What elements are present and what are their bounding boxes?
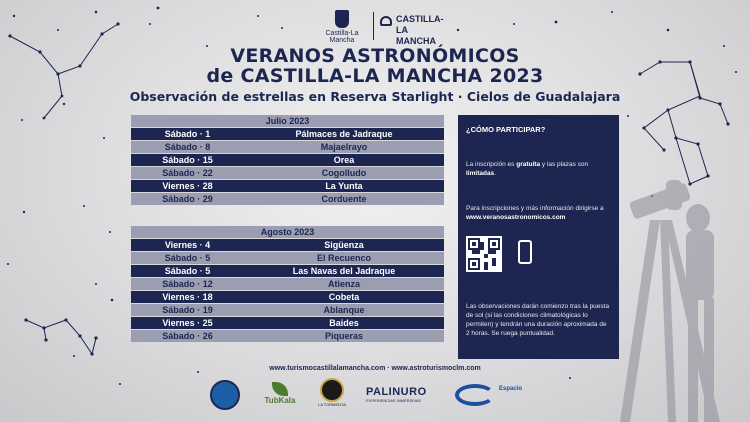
- august-schedule-table: [131, 226, 444, 342]
- p1-c: y las plazas son: [540, 161, 589, 168]
- table-row: [131, 192, 444, 205]
- castilla-la-mancha-logo: [317, 10, 367, 44]
- leaf-icon: [272, 382, 288, 396]
- panel-registration-text: [466, 160, 611, 178]
- row-day: Sábado · 8: [164, 142, 211, 152]
- espacio-logo: [455, 384, 545, 408]
- table-row: [131, 264, 444, 277]
- row-place: Cobeta: [328, 292, 360, 302]
- how-to-participate-panel: [458, 115, 619, 359]
- p2-a: Para inscripciones y más información dirigirse a: [466, 205, 604, 212]
- qr-area: [466, 236, 611, 274]
- tormenta-label: LA TORMENTA: [318, 402, 346, 407]
- shield-icon: [335, 10, 349, 28]
- row-place: Las Navas del Jadraque: [292, 266, 396, 276]
- la-tormenta-logo: [318, 378, 346, 414]
- castilla-la-mancha-tourism-logo: [380, 12, 450, 46]
- p1-free: gratuita: [516, 161, 541, 168]
- row-day: Sábado · 12: [162, 279, 213, 289]
- tormenta-emblem-icon: [320, 378, 344, 402]
- tubkala-label: TubKala: [264, 396, 296, 405]
- row-day: Viernes · 25: [162, 318, 213, 328]
- row-place: Sigüenza: [324, 240, 364, 250]
- row-day: Sábado · 1: [164, 129, 211, 139]
- tubkala-logo: [260, 382, 300, 412]
- table-row: [131, 179, 444, 192]
- row-place: Majaelrayo: [320, 142, 368, 152]
- p1-limited: limitadas: [466, 170, 495, 177]
- panel-heading: ¿CÓMO PARTICIPAR?: [466, 125, 546, 134]
- row-place: Baides: [329, 318, 359, 328]
- sponsor-logos: [210, 378, 550, 416]
- row-place: El Recuenco: [316, 253, 372, 263]
- table-row: [131, 153, 444, 166]
- title-line-1: VERANOS ASTRONÓMICOS: [230, 45, 520, 67]
- august-heading: Agosto 2023: [131, 226, 444, 238]
- qr-code-icon[interactable]: [466, 236, 502, 272]
- logo-right-label-2: LA MANCHA: [396, 25, 436, 46]
- header: [0, 10, 750, 44]
- table-row: [131, 316, 444, 329]
- footer-urls[interactable]: www.turismocastillalamancha.com · www.astroturismoclm.com: [269, 365, 481, 372]
- panel-info-text: [466, 204, 611, 222]
- row-day: Sábado · 15: [162, 155, 213, 165]
- row-day: Sábado · 19: [162, 305, 213, 315]
- row-day: Sábado · 26: [162, 331, 213, 341]
- palinuro-sublabel: EXPERIENCIAS INMERSIVAS: [366, 398, 422, 403]
- row-day: Sábado · 29: [162, 194, 213, 204]
- row-place: Atienza: [327, 279, 360, 289]
- july-heading: Julio 2023: [131, 115, 444, 127]
- row-place: La Yunta: [325, 181, 363, 191]
- palinuro-label: PALINURO: [366, 386, 427, 398]
- hat-icon: [380, 16, 392, 26]
- table-row: [131, 166, 444, 179]
- logo-left-label: Castilla-La Mancha: [325, 30, 359, 44]
- row-day: Sábado · 22: [162, 168, 213, 178]
- swoosh-icon: [455, 384, 495, 406]
- row-day: Viernes · 28: [162, 181, 213, 191]
- panel-observation-text: Las observaciones darán comienzo tras la puesta de sol (si las condiciones climatológicas lo permiten) y tendrán una duración aproximada de 2 horas. Se ruega puntualidad.: [466, 303, 610, 337]
- table-row: [131, 303, 444, 316]
- row-day: Sábado · 5: [164, 266, 211, 276]
- table-row: [131, 329, 444, 342]
- row-place: Pálmaces de Jadraque: [295, 129, 393, 139]
- row-place: Orea: [333, 155, 355, 165]
- palinuro-logo: [366, 386, 436, 403]
- row-day: Viernes · 4: [164, 240, 211, 250]
- table-row: [131, 238, 444, 251]
- table-row: [131, 140, 444, 153]
- row-place: Corduente: [321, 194, 367, 204]
- logo-right-label-1: CASTILLA-: [396, 14, 444, 24]
- astroturismo-logo-icon: [210, 380, 240, 410]
- espacio-label: Espacio: [499, 386, 523, 392]
- row-place: Piqueras: [324, 331, 364, 341]
- row-day: Viernes · 18: [162, 292, 213, 302]
- title-line-2: de CASTILLA-LA MANCHA 2023: [206, 65, 544, 87]
- table-row: [131, 290, 444, 303]
- table-row: [131, 127, 444, 140]
- p1-a: La inscripción es: [466, 161, 517, 168]
- row-day: Sábado · 5: [164, 253, 211, 263]
- july-schedule-table: [131, 115, 444, 205]
- p1-e: .: [494, 170, 496, 177]
- row-place: Ablanque: [323, 305, 365, 315]
- row-place: Cogolludo: [321, 168, 367, 178]
- phone-icon: [518, 240, 532, 264]
- table-row: [131, 251, 444, 264]
- subtitle: Observación de estrellas en Reserva Starlight · Cielos de Guadalajara: [129, 89, 621, 104]
- header-divider: [373, 12, 374, 40]
- website-link[interactable]: www.veranosastronomicos.com: [466, 214, 566, 221]
- table-row: [131, 277, 444, 290]
